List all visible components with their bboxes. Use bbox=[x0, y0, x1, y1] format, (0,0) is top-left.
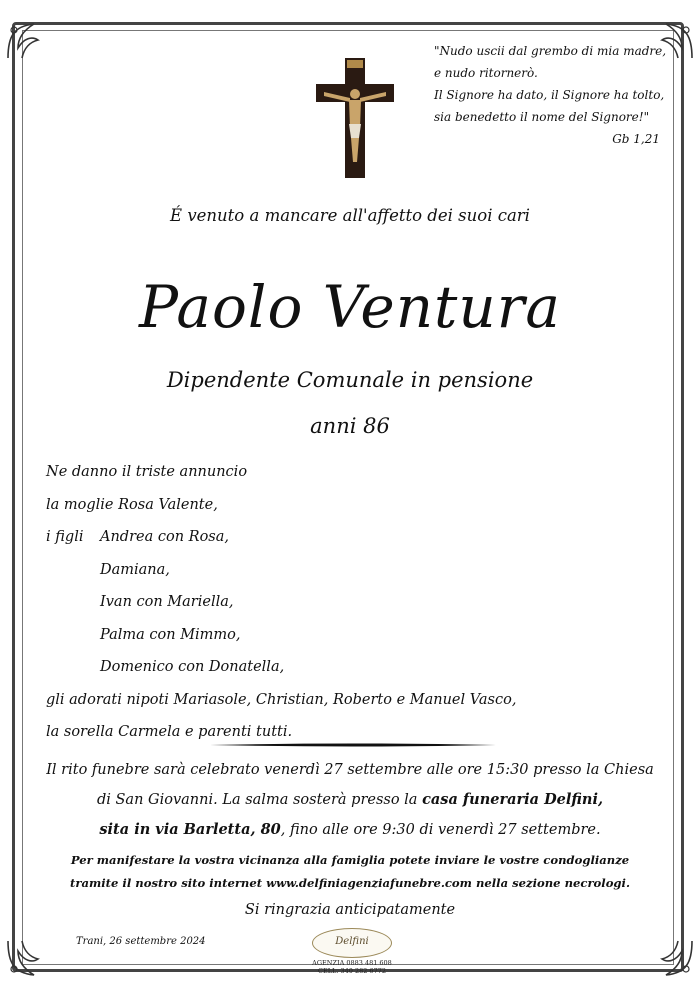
child-item: Damiana, bbox=[100, 561, 170, 578]
deceased-name: Paolo Ventura bbox=[138, 273, 562, 341]
condolences-line: tramite il nostro sito internet www.delfiniagenziafunebre.com nella sezione necrologi. bbox=[70, 876, 630, 890]
agency-brand: Delfini bbox=[335, 936, 369, 947]
bible-quote bbox=[434, 40, 667, 150]
ornament-corner-icon bbox=[650, 935, 696, 981]
announcement-line: la moglie Rosa Valente, bbox=[46, 496, 218, 513]
child-item: Andrea con Rosa, bbox=[100, 529, 229, 545]
funeral-rite-info bbox=[20, 756, 680, 845]
thanks-text: Si ringrazia anticipatamente bbox=[244, 902, 456, 918]
deceased-role: Dipendente Comunale in pensione bbox=[166, 368, 534, 392]
ornament-corner-icon bbox=[4, 18, 50, 64]
rite-line: Il rito funebre sarà celebrato venerdì 27 settembre alle ore 15:30 presso la Chiesa bbox=[46, 762, 654, 778]
relatives-line: la sorella Carmela e parenti tutti. bbox=[46, 724, 293, 740]
agency-logo bbox=[298, 928, 406, 978]
child-item: Domenico con Donatella, bbox=[100, 659, 285, 675]
rite-text: di San Giovanni. La salma sosterà presso la bbox=[96, 792, 423, 808]
divider bbox=[210, 743, 496, 747]
rite-line bbox=[20, 785, 680, 815]
quote-line: Il Signore ha dato, il Signore ha tolto, bbox=[434, 88, 665, 102]
quote-line: "Nudo uscii dal grembo di mia madre, bbox=[434, 44, 667, 58]
condolences-line: Per manifestare la vostra vicinanza alla famiglia potete inviare le vostre condoglianze bbox=[70, 853, 630, 867]
announcement bbox=[46, 456, 666, 749]
announcement-line: Ne danno il triste annuncio bbox=[46, 464, 248, 480]
grandchildren-line: gli adorati nipoti Mariasole, Christian, Roberto e Manuel Vasco, bbox=[46, 691, 517, 708]
funeral-home-name: casa funeraria Delfini, bbox=[422, 791, 604, 808]
rite-text: , fino alle ore 9:30 di venerdì 27 settembre. bbox=[280, 822, 601, 838]
ornament-corner-icon bbox=[4, 935, 50, 981]
condolences-info bbox=[20, 849, 680, 895]
agency-cell: CELL. 340 282 6772 bbox=[318, 967, 386, 975]
quote-line: sia benedetto il nome del Signore!" bbox=[434, 110, 650, 124]
rite-line bbox=[20, 815, 680, 845]
crucifix-icon bbox=[316, 58, 394, 178]
children-row bbox=[46, 521, 666, 554]
quote-line: e nudo ritornerò. bbox=[434, 66, 538, 80]
deceased-age: anni 86 bbox=[310, 414, 390, 438]
place-date: Trani, 26 settembre 2024 bbox=[76, 936, 206, 947]
agency-phone: AGENZIA 0883 481 608 bbox=[312, 959, 392, 967]
funeral-home-address: sita in via Barletta, 80 bbox=[99, 821, 281, 838]
intro-text: É venuto a mancare all'affetto dei suoi cari bbox=[170, 206, 530, 225]
child-item: Ivan con Mariella, bbox=[100, 594, 234, 610]
quote-reference: Gb 1,21 bbox=[612, 132, 660, 146]
children-label: i figli bbox=[46, 529, 84, 545]
child-item: Palma con Mimmo, bbox=[100, 626, 241, 643]
agency-phones bbox=[298, 959, 406, 975]
